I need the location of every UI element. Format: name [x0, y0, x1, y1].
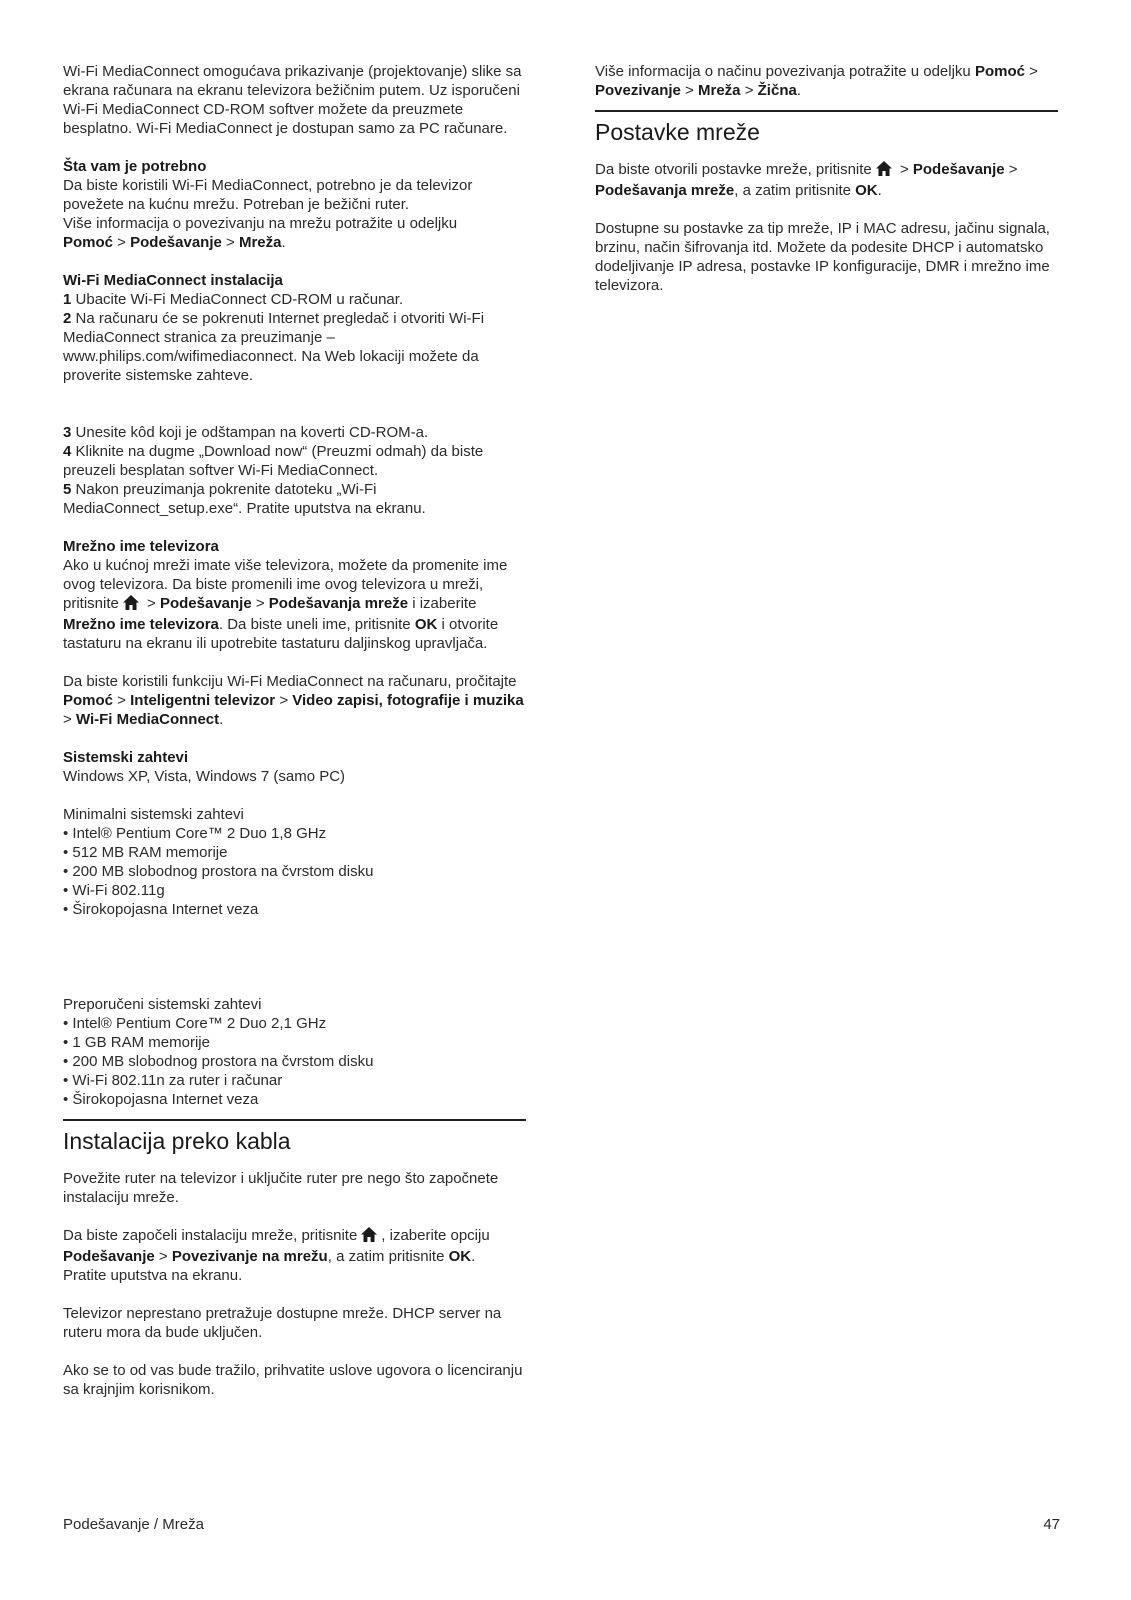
- install-step-3: 3 Unesite kôd koji je odštampan na koverti CD-ROM-a.: [63, 424, 429, 441]
- install-step-5: 5 Nakon preuzimanja pokrenite datoteku „Wi-Fi MediaConnect_setup.exe“. Pratite uputstva na ekranu.: [63, 481, 426, 517]
- right-column: [595, 62, 1058, 295]
- install-heading: Wi-Fi MediaConnect instalacija: [63, 272, 283, 289]
- list-item: • 512 MB RAM memorije: [63, 843, 526, 862]
- home-icon: [123, 595, 139, 615]
- need-text: Da biste koristili Wi-Fi MediaConnect, potrebno je da televizor povežete na kućnu mrežu. Potreban je bežični ruter.: [63, 177, 473, 213]
- recreq-list: [63, 1014, 526, 1109]
- list-item: • 200 MB slobodnog prostora na čvrstom disku: [63, 1052, 526, 1071]
- minreq-heading: Minimalni sistemski zahtevi: [63, 806, 244, 823]
- cable-text-4: Ako se to od vas bude tražilo, prihvatite uslove ugovora o licenciranju sa krajnjim korisnikom.: [63, 1362, 523, 1398]
- need-more-text: Više informacija o povezivanju na mrežu potražite u odeljku Pomoć > Podešavanje > Mreža.: [63, 215, 458, 251]
- cable-text-3: Televizor neprestano pretražuje dostupne mreže. DHCP server na ruteru mora da bude uključen.: [63, 1305, 502, 1341]
- need-heading: Šta vam je potrebno: [63, 158, 207, 175]
- list-item: • Wi-Fi 802.11g: [63, 881, 526, 900]
- list-item: • Intel® Pentium Core™ 2 Duo 2,1 GHz: [63, 1014, 526, 1033]
- tvname-text: Ako u kućnoj mreži imate više televizora, možete da promenite ime ovog televizora. Da biste promenili ime ovog televizora u mreži, pritisnite > Podešavanje > Podešavanja mreže i izaberite Mrežno ime televizora. Da biste uneli ime, pritisnite OK i otvorite tastaturu na ekranu ili upotrebite tastaturu daljinskog upravljača.: [63, 557, 508, 652]
- install-step-2: 2 Na računaru će se pokrenuti Internet pregledač i otvoriti Wi-Fi MediaConnect stranica za preuzimanje – www.philips.com/wifimediaconnect. Na Web lokaciji možete da proverite sistemske zahteve.: [63, 310, 485, 384]
- more-info-text: Više informacija o načinu povezivanja potražite u odeljku Pomoć > Povezivanje > Mreža > Žična.: [595, 63, 1038, 99]
- cable-section-title: Instalacija preko kabla: [63, 1128, 291, 1154]
- usage-text: Da biste koristili funkciju Wi-Fi MediaConnect na računaru, pročitajte Pomoć > Inteligentni televizor > Video zapisi, fotografije i muzika > Wi-Fi MediaConnect.: [63, 673, 524, 728]
- sysreq-heading: Sistemski zahtevi: [63, 749, 189, 766]
- list-item: • 1 GB RAM memorije: [63, 1033, 526, 1052]
- settings-text-1: Da biste otvorili postavke mreže, pritisnite > Podešavanje > Podešavanja mreže, a zatim pritisnite OK.: [595, 161, 1018, 199]
- section-divider: [63, 1119, 526, 1121]
- recreq-heading: Preporučeni sistemski zahtevi: [63, 996, 262, 1013]
- left-column: [63, 62, 526, 1399]
- cable-text-2: Da biste započeli instalaciju mreže, pritisnite , izaberite opciju Podešavanje > Povezivanje na mrežu, a zatim pritisnite OK. Pratite uputstva na ekranu.: [63, 1227, 490, 1284]
- tvname-heading: Mrežno ime televizora: [63, 538, 219, 555]
- settings-section-title: Postavke mreže: [595, 119, 760, 145]
- install-step-1: 1 Ubacite Wi-Fi MediaConnect CD-ROM u računar.: [63, 291, 404, 308]
- page-number: 47: [1043, 1516, 1060, 1533]
- intro-paragraph: Wi-Fi MediaConnect omogućava prikazivanje (projektovanje) slike sa ekrana računara na ekranu televizora bežičnim putem. Uz isporučeni Wi-Fi MediaConnect CD-ROM softver možete da preuzmete besplatno. Wi-Fi MediaConnect je dostupan samo za PC računare.: [63, 63, 522, 137]
- section-divider: [595, 110, 1058, 112]
- list-item: • 200 MB slobodnog prostora na čvrstom disku: [63, 862, 526, 881]
- list-item: • Wi-Fi 802.11n za ruter i računar: [63, 1071, 526, 1090]
- sysreq-text: Windows XP, Vista, Windows 7 (samo PC): [63, 768, 346, 785]
- minreq-list: [63, 824, 526, 919]
- list-item: • Intel® Pentium Core™ 2 Duo 1,8 GHz: [63, 824, 526, 843]
- footer-section-label: Podešavanje / Mreža: [63, 1516, 204, 1533]
- list-item: • Širokopojasna Internet veza: [63, 1090, 526, 1109]
- settings-text-2: Dostupne su postavke za tip mreže, IP i MAC adresu, jačinu signala, brzinu, način šifrovanja itd. Možete da podesite DHCP i automatsko dodeljivanje IP adresa, postavke IP konfiguracije, DMR i mrežno ime televizora.: [595, 220, 1050, 294]
- list-item: • Širokopojasna Internet veza: [63, 900, 526, 919]
- home-icon: [361, 1227, 377, 1247]
- install-step-4: 4 Kliknite na dugme „Download now“ (Preuzmi odmah) da biste preuzeli besplatan softver Wi-Fi MediaConnect.: [63, 443, 484, 479]
- cable-text-1: Povežite ruter na televizor i uključite ruter pre nego što započnete instalaciju mreže.: [63, 1170, 499, 1206]
- home-icon: [876, 161, 892, 181]
